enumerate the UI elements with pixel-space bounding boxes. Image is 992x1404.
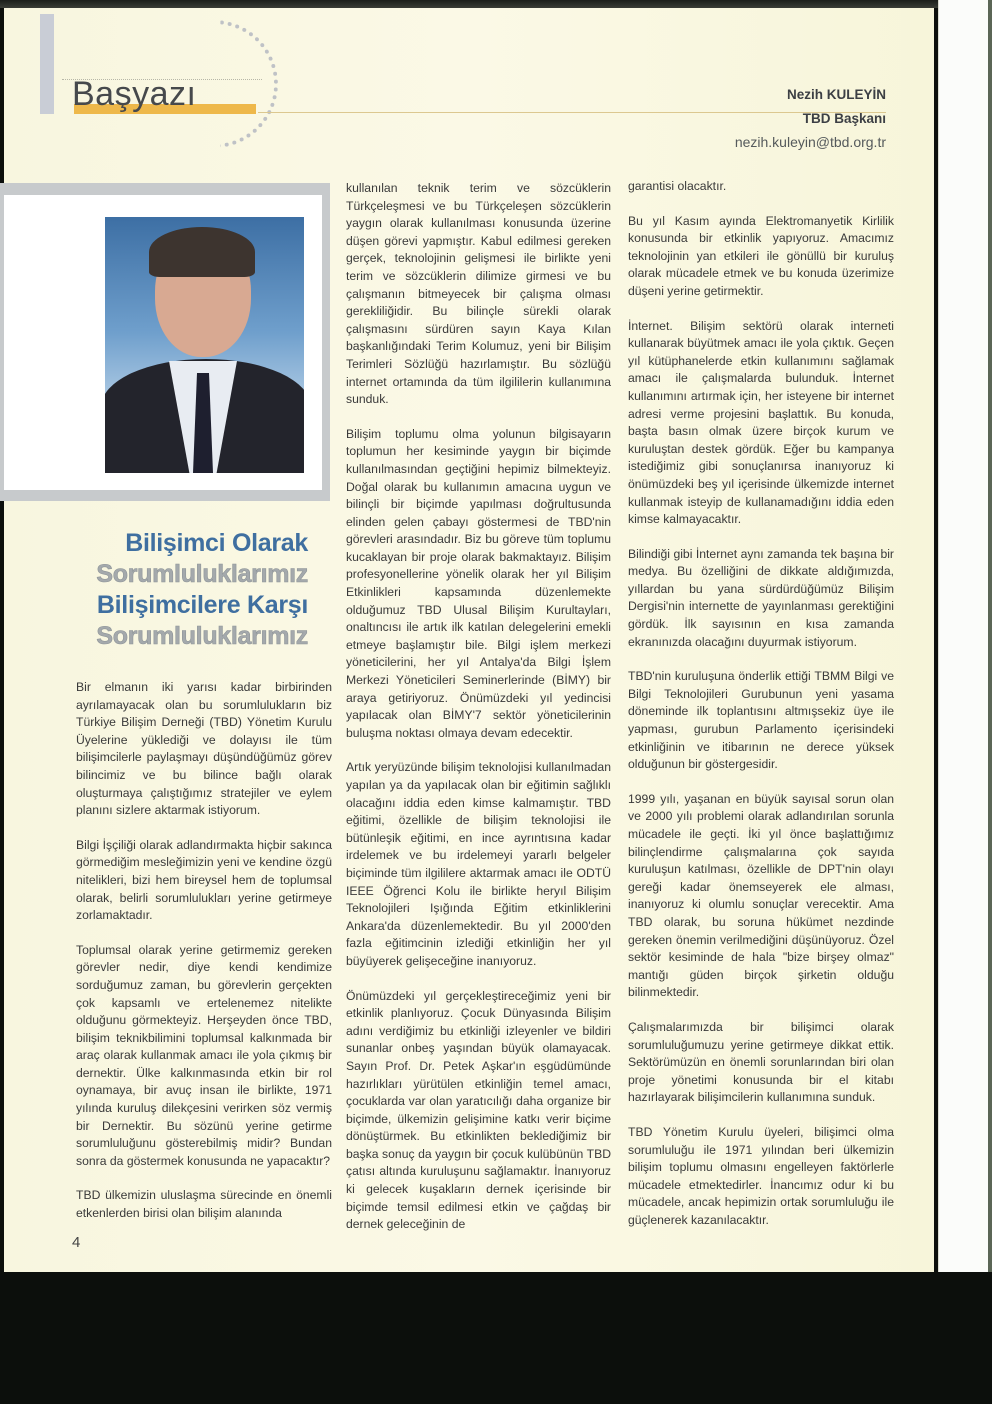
paragraph: İnternet. Bilişim sektörü olarak interneti kullanarak büyütmek amacı ile yola çıktık. Geçen yıl kütüphanelerde etkin kullanımını sağlamak amacı ile çalışmalarda bulunduk. İnternet kullanımını artırmak için, her isteyene bir internet adresi verme projesini başlattık. Bu konuda, başta basın olmak üzere birçok kurum ve kuruluştan destek gördük. Eğer bu kampanya istediğimiz gibi sonuçlanırsa inanıyoruz ki önümüzdeki beş yıl içerisinde ülkemizde internet kullanmak isteyip de kullanamadığını iddia eden kimse kalmayacaktır. bbox=[628, 318, 894, 527]
paragraph: Bilişim toplumu olma yolunun bilgisayarın toplumun her kesiminde yaygın bir biçimde kullanılmasından geçtiğini hepimiz bilmekteyiz. Doğal olarak bu kullanımın amacına uygun ve bilinçli bir biçimde yapılması doğrultusunda elinden gelen çabayı göstermesi de TBD'nin görevleri arasındadır. Biz bu göreve tüm toplumu kucaklayan bir proje olarak bakmaktayız. Bilişim profesyonellerine yönelik olarak her yıl Bilişim Etkinlikleri kapsamında düzenlemekte olduğumuz TBD Ulusal Bilişim Kurultayları, onaltıncısı ile artık ilk katılan delegelerini emekli etmeye başlamıştır bile. Bilgi işlem merkezi yöneticilerini, her yıl Antalya'da Bilgi İşlem Merkezi Yöneticileri Seminerlerinde (BİMY) bir araya getiriyoruz. Önümüzdeki yıl yedincisi yapılacak olan BİMY'7 sektör yöneticilerinin buluşma noktası olmaya devam edecektir. bbox=[346, 426, 611, 740]
body-column-1 bbox=[76, 679, 332, 1240]
paragraph: 1999 yılı, yaşanan en büyük sayısal sorun olan ve 2000 yılı problemi olarak adlandırılan sorunla mücadele ile geçti. İki yıl önce başlattığımız bilinçlendirme çalışmalarına çok sayıda kuruluşun katılması, özellikle de DPT'nin olayı gereği kadar önemseyerek ele alması, inanıyoruz ki olumlu sonuçlar verecektir. Ama TBD olarak, bu soruna hükümet nezdinde gereken önemin verilmediğini düşünüyoruz. Özel sektör kesiminde de hala "bize birşey olmaz" mantığı güden birçok şirketin olduğu bilinmektedir. bbox=[628, 791, 894, 1000]
paragraph: TBD Yönetim Kurulu üyeleri, bilişimci olma sorumluluğu ile 1971 yılından beri ülkemizin bilişim toplumu olmasını engelleyen faktörlerle mücadele etmektedirler. İnancımız odur ki bu mücadele, ancak hepimizin ortak sorumluluğu ile güçlenerek kazanılacaktır. bbox=[628, 1124, 894, 1227]
paragraph: TBD ülkemizin uluslaşma sürecinde en önemli etkenlerden birisi olan bilişim alanında bbox=[76, 1188, 332, 1221]
headline-line-4: Sorumluluklarımız bbox=[96, 622, 308, 650]
scanner-background-glare bbox=[0, 1272, 992, 1404]
paragraph: Bilindiği gibi İnternet aynı zamanda tek başına bir medya. Bu özelliğini de dikkate aldığımızda, yıllardan bu yana sürdürdüğümüz Bilişim Dergisi'nin internette de yayınlanması gerektiğini gördük. İlk sayısının en kısa zamanda ekranınızda olacağını duyurmak istiyorum. bbox=[628, 546, 894, 649]
paragraph: Bilgi İşçiliği olarak adlandırmakta hiçbir sakınca görmediğim mesleğimizin yeni ve kendine özgü nitelikleri, bizi hem bireysel hem de toplumsal olarak, belirli sorumlulukları yerine getirmeye zorlamaktadır. bbox=[76, 837, 332, 923]
author-portrait-icon bbox=[105, 217, 304, 473]
headline-line-1: Bilişimci Olarak bbox=[125, 529, 308, 557]
paragraph: Bu yıl Kasım ayında Elektromanyetik Kirlilik konusunda bir etkinlik yapıyoruz. Amacımız teknolojinin yan etkileri ile gönüllü bir kuruluş olarak mücadele etmek ve bu konuda üzerimize düşeni yerine getirmektir. bbox=[628, 213, 894, 298]
paragraph: Artık yeryüzünde bilişim teknolojisi kullanılmadan yapılan ya da yapılacak olan bir eğitimin sağlıklı olacağını iddia eden kimse kalmamıştır. TBD eğitimi, özellikle de bilişim teknolojisi ile bütünleşik eğitimi, en ince ayrıntısına kadar irdelemek ve bu irdelemeyi yararlı belgeler biçiminde tüm ilgililere aktarmak amacı ile ODTÜ IEEE Öğrenci Kolu ile birlikte heryıl Bilişim Teknolojileri Işığında Eğitim etkinliklerini Ankara'da düzenlemektedir. Bu yıl 2000'den fazla eğitimcinin izlediği etkinliğin her yıl büyüyerek gelişeceğine inanıyoruz. bbox=[346, 760, 611, 968]
paragraph: Önümüzdeki yıl gerçekleştireceğimiz yeni bir etkinlik planlıyoruz. Çocuk Dünyasında Bilişim adını verdiğimiz bu etkinliği izleyenler ve bildiri sunanlar onbeş yaşından büyük olamayacak. Sayın Prof. Dr. Petek Aşkar'ın eşgüdümünde hazırlıkları yürütülen etkinliğin temel amacı, çocuklarda var olan yaratıcılığı daha organize bir biçimde, ülkemizin gelişimine katkı verir biçime dönüştürmek. Bu etkinlikten beklediğimiz bir başka sonuç da yaygın bir çocuk kulübünün TBD çatısı altında kuruluşunu sağlamaktır. İnanıyoruz ki gelecek kuşakların dernek içerisinde bir biçimde temsil edilmesi etkin ve çağdaş bir dernek geleceğinin de bbox=[346, 988, 611, 1232]
scan-top-edge bbox=[0, 0, 992, 8]
paragraph: garantisi olacaktır. bbox=[628, 179, 727, 193]
section-title: Başyazı bbox=[72, 75, 197, 113]
portrait-hair bbox=[149, 227, 255, 277]
paragraph: Çalışmalarımızda bir bilişimci olarak sorumluluğumuzu yerine getirmeye dikkat ettik. Sektörümüzün en önemli sorunlarından biri olan proje yönetimi konusunda bir el kitabı hazırlayarak bilişimcilerin kullanımına sunduk. bbox=[628, 1019, 894, 1105]
paragraph: kullanılan teknik terim ve sözcüklerin Türkçeleşmesi ve bu Türkçeleşen sözcüklerin yaygın olarak kullanılması konusunda üzerine düşen görevi yapmıştır. Kabul edilmesi gereken gerçek, teknolojinin gelişmesi ile birlikte yeni terim ve sözcüklerin dilimize girmesi ve bu çalışmanın bitmeyecek bir çalışma olması gerekliliğidir. Bu bilinçle sürekli olarak çalışmasını sürdüren sayın Kaya Kılan başkanlığındaki Terim Kolumuz, yeni bir Bilişim Terimleri Sözlüğü hazırlamıştır. Bu sözlüğü internet ortamında da tüm ilgililerin kullanımına sunduk. bbox=[346, 181, 611, 407]
author-email[interactable]: nezih.kuleyin@tbd.org.tr bbox=[734, 134, 886, 150]
header-accent-bar bbox=[40, 14, 54, 114]
author-name: Nezih KULEYİN bbox=[786, 87, 886, 102]
article-headline bbox=[30, 528, 308, 652]
headline-line-3: Bilişimcilere Karşı bbox=[96, 591, 308, 619]
author-block bbox=[735, 86, 886, 151]
page-number: 4 bbox=[72, 1234, 81, 1251]
facing-page-edge bbox=[938, 0, 989, 1272]
paragraph: TBD'nin kuruluşuna önderlik ettiği TBMM Bilgi ve Bilgi Teknolojileri Gurubunun yeni yasama döneminde ilk toplantısını altmışsekiz üye ile yapması, gurubun Parlamento içerisindeki etkinliğinin ve itibarının ne derece yüksek olduğunun bir göstergesidir. bbox=[628, 669, 894, 772]
paragraph: Bir elmanın iki yarısı kadar birbirinden ayrılamayacak olan bu sorumlulukların biz Türkiye Bilişim Derneği (TBD) Yönetim Kurulu Üyelerine yüklediği ve dolayısı ile tüm bilişimcilerle paylaşmayı düşündüğümüz görev bilincimiz ve bu bilince bağlı olarak oluşturmaya çalıştığımız stratejiler ve eylem planını sizlere aktarmak istiyorum. bbox=[76, 680, 332, 818]
headline-line-2: Sorumluluklarımız bbox=[96, 560, 308, 588]
scan-right-edge bbox=[988, 0, 992, 1272]
paragraph: Toplumsal olarak yerine getirmemiz gereken görevler nedir, diye kendi kendimize sorduğumuz zaman, bu görevlerin gerçekten çok kapsamlı ve ertelenemez nitelikte olduğunu görmekteyiz. Herşeyden önce TBD, bilişim teknikbilimini toplumsal kalkınmada bir araç olarak kullanmak amacı ile yola çıkmış bir dernektir. Ülke kalkınmasında etkin bir rol oynamaya, bir avuç insan ile birlikte, 1971 yılında kuruluş dilekçesini verirken söz vermiş bir Dernektir. Bu sözünü yerine getirme sorumluluğunu gösterebilmiş midir? Bundan sonra da göstermek konusunda ne yapacaktır? bbox=[76, 942, 332, 1168]
body-column-2 bbox=[346, 180, 611, 1251]
body-column-3 bbox=[628, 178, 894, 1246]
author-role: TBD Başkanı bbox=[802, 111, 886, 126]
